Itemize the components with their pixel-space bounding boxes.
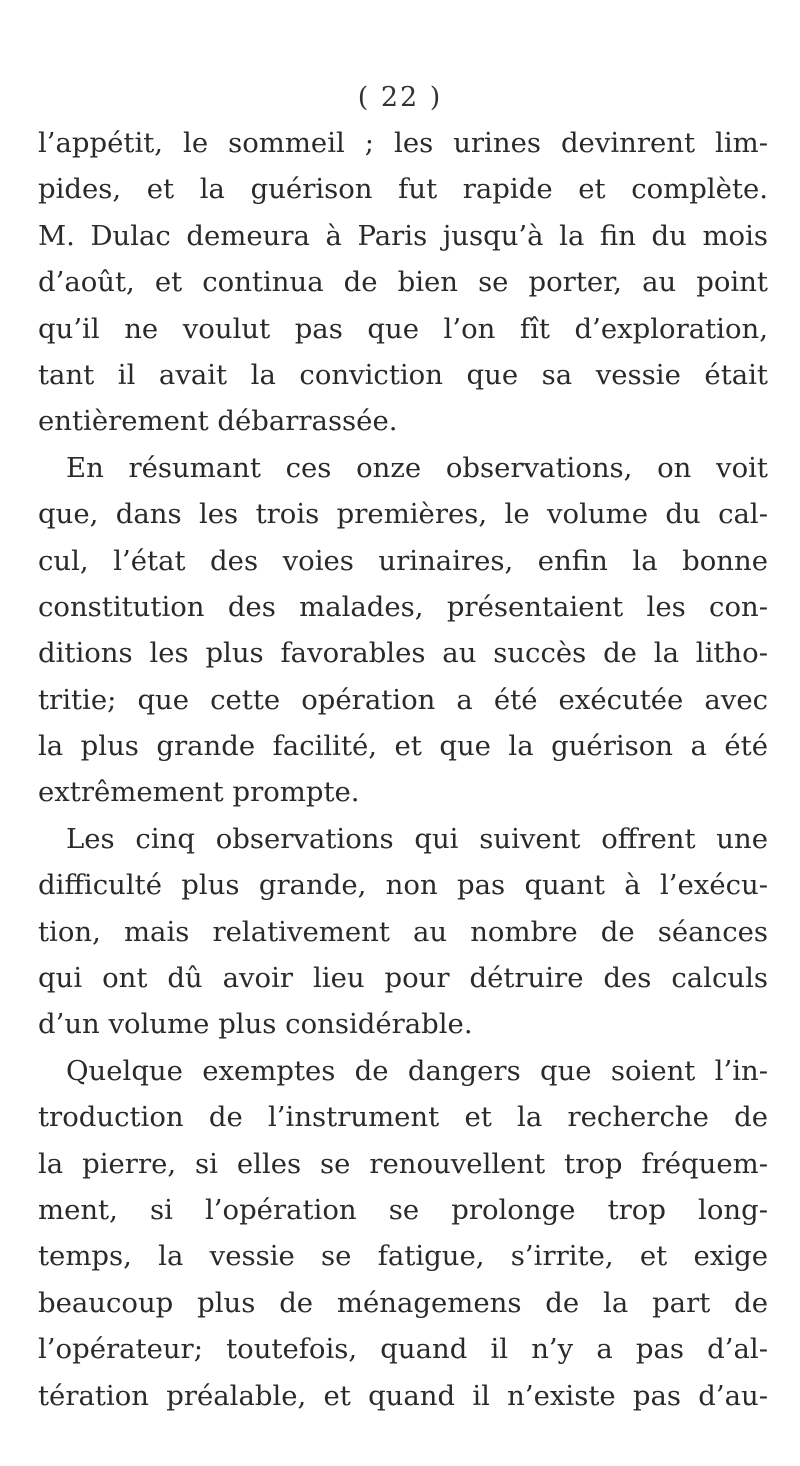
text-line: ment, si l’opération se prolonge trop long- <box>38 1193 768 1226</box>
text-line: d’août, et continua de bien se porter, au point <box>38 266 768 299</box>
text-line: qui ont dû avoir lieu pour détruire des calculs <box>38 962 768 995</box>
text-line: d’un volume plus considérable. <box>38 1008 473 1041</box>
body-text <box>38 120 768 1419</box>
text-line: troduction de l’instrument et la recherche de <box>38 1101 768 1134</box>
text-line: la plus grande facilité, et que la guérison a été <box>38 730 768 763</box>
text-line: M. Dulac demeura à Paris jusqu’à la fin du mois <box>38 219 768 252</box>
text-line: Quelque exemptes de dangers que soient l’in- <box>66 1054 768 1087</box>
text-line: la pierre, si elles se renouvellent trop fréquem- <box>38 1147 768 1180</box>
text-line: entièrement débarrassée. <box>38 405 398 438</box>
text-line: En résumant ces onze observations, on voit <box>66 451 768 484</box>
text-line: pides, et la guérison fut rapide et complète. <box>38 173 768 206</box>
text-line: difficulté plus grande, non pas quant à l’exécu- <box>38 869 768 902</box>
text-line: qu’il ne voulut pas que l’on fît d’exploration, <box>38 312 768 345</box>
text-line: l’appétit, le sommeil ; les urines devinrent lim- <box>38 127 768 159</box>
text-line: constitution des malades, présentaient les con- <box>38 590 768 623</box>
text-line: cul, l’état des voies urinaires, enfin la bonne <box>38 544 768 577</box>
text-line: Les cinq observations qui suivent offrent une <box>66 822 768 855</box>
text-line: extrêmement prompte. <box>38 776 360 809</box>
text-line: tération préalable, et quand il n’existe pas d’au- <box>38 1379 768 1412</box>
text-line: tion, mais relativement au nombre de séances <box>38 915 768 948</box>
text-line: tritie; que cette opération a été exécutée avec <box>38 683 768 716</box>
text-line: que, dans les trois premières, le volume du cal- <box>38 498 768 531</box>
text-line: beaucoup plus de ménagemens de la part de <box>38 1286 768 1319</box>
text-line: tant il avait la conviction que sa vessie était <box>38 358 768 391</box>
text-line: ditions les plus favorables au succès de la litho- <box>38 637 768 670</box>
page-number: ( 22 ) <box>357 82 443 113</box>
text-line: temps, la vessie se fatigue, s’irrite, et exige <box>38 1240 768 1273</box>
text-line: l’opérateur; toutefois, quand il n’y a pas d’al- <box>38 1333 768 1366</box>
